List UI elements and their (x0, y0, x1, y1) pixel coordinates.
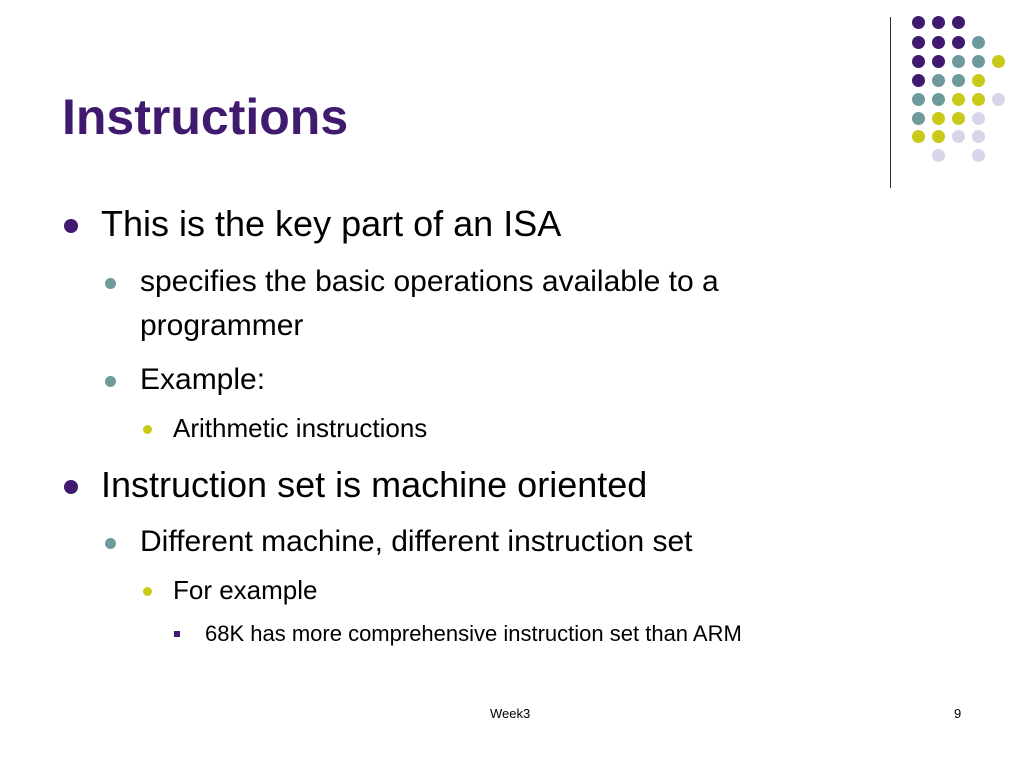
decorative-dot (972, 93, 985, 106)
bullet-text: Arithmetic instructions (173, 413, 428, 443)
decorative-dot (932, 149, 945, 162)
bullet-disc-icon (143, 587, 152, 596)
decorative-dot (952, 55, 965, 68)
bullet-text: Example: (140, 363, 266, 396)
bullet-disc-icon (64, 219, 78, 233)
bullet-disc-icon (105, 376, 116, 387)
decorative-dot (912, 55, 925, 68)
decorative-dot (952, 36, 965, 49)
decorative-dot (932, 130, 945, 143)
decorative-dot (932, 93, 945, 106)
decorative-dot (932, 36, 945, 49)
bullet-disc-icon (143, 425, 152, 434)
decorative-dot (992, 93, 1005, 106)
decorative-dot (912, 112, 925, 125)
decorative-dot (932, 112, 945, 125)
bullet-square-icon (174, 631, 180, 637)
bullet-text: This is the key part of an ISA (101, 203, 562, 244)
decorative-dot (932, 16, 945, 29)
decorative-dot (972, 112, 985, 125)
decorative-dot (952, 74, 965, 87)
decorative-dot (912, 16, 925, 29)
decorative-dot (952, 93, 965, 106)
bullet-disc-icon (105, 538, 116, 549)
decorative-dot (952, 112, 965, 125)
decorative-dot (972, 55, 985, 68)
footer-center-text: Week3 (490, 706, 531, 721)
slide-title: Instructions (62, 89, 349, 145)
bullet-text: specifies the basic operations available to a (140, 265, 719, 298)
decorative-dot (912, 93, 925, 106)
bullet-text: For example (173, 575, 318, 605)
decorative-dot (912, 130, 925, 143)
decorative-dot (912, 36, 925, 49)
bullet-text: Instruction set is machine oriented (101, 464, 648, 505)
decorative-dot (972, 149, 985, 162)
bullet-text: 68K has more comprehensive instruction set than ARM (205, 621, 742, 646)
decorative-dot (932, 55, 945, 68)
decorative-divider-line (890, 17, 891, 188)
decorative-dot (972, 130, 985, 143)
slide-number: 9 (954, 706, 962, 721)
bullet-disc-icon (105, 278, 116, 289)
decorative-dot (992, 55, 1005, 68)
decorative-dot (972, 36, 985, 49)
decorative-dot (952, 130, 965, 143)
decorative-dot (912, 74, 925, 87)
decorative-dot (952, 16, 965, 29)
bullet-disc-icon (64, 480, 78, 494)
bullet-text: Different machine, different instruction set (140, 525, 693, 558)
decorative-dot (972, 74, 985, 87)
bullet-text: programmer (140, 309, 304, 342)
decorative-dot (932, 74, 945, 87)
